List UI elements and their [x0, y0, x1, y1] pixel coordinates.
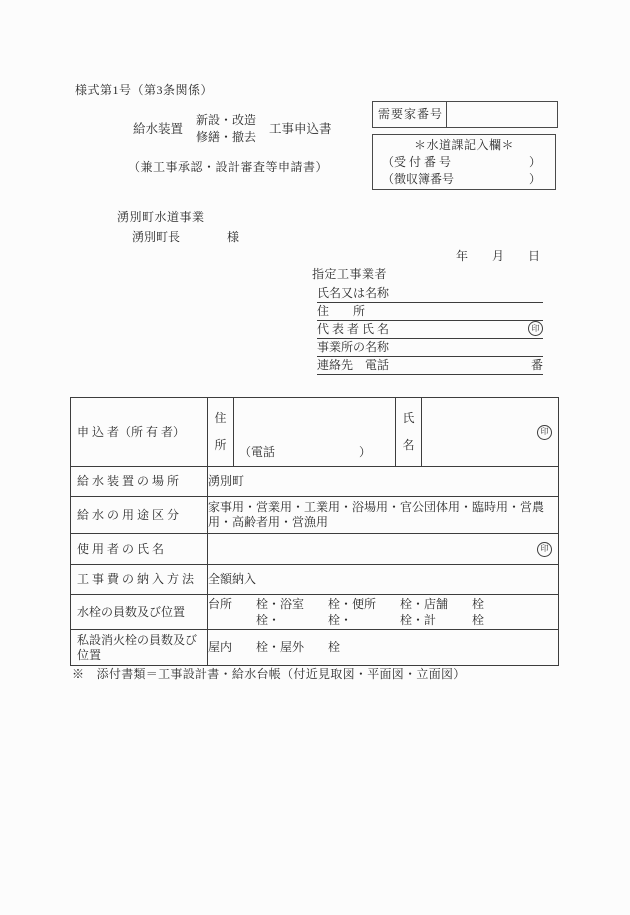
- utility-name: 湧別町水道事業: [117, 210, 205, 224]
- seal-icon: 印: [537, 542, 552, 557]
- customer-number-blank: [447, 102, 557, 127]
- location-label: 給 水 装 置 の 場 所: [71, 467, 208, 497]
- table-row-applicant: [71, 398, 559, 467]
- title-work-options: [196, 112, 256, 146]
- hydrants-value: 屋内 栓・屋外 栓: [208, 630, 559, 666]
- application-table: [70, 397, 559, 666]
- contractor-address-label: 住 所: [317, 304, 366, 318]
- contractor-address-field: [317, 303, 543, 321]
- contractor-representative-label: 代 表 者 氏 名: [317, 322, 390, 336]
- form-title: [133, 112, 332, 146]
- contractor-name-field: [317, 285, 543, 303]
- applicant-name-blank: [422, 398, 559, 467]
- applicant-label: 申 込 者（所 有 者）: [71, 398, 208, 467]
- usage-value: 家事用・営業用・工業用・浴場用・官公団体用・臨時用・営農用・高齢者用・営漁用: [208, 497, 559, 534]
- table-row-payment: [71, 565, 559, 595]
- ledger-number-label: （徴収簿番号: [382, 172, 455, 186]
- form-subtitle: （兼工事承認・設計審査等申請書）: [128, 160, 329, 174]
- title-suffix: 工事申込書: [269, 121, 332, 136]
- usage-label: 給 水 の 用 途 区 分: [71, 497, 208, 534]
- title-prefix: 給水装置: [133, 121, 184, 136]
- receipt-number-label: （受 付 番 号: [382, 155, 452, 169]
- mayor-name: 湧別町長: [132, 230, 181, 244]
- seal-icon: 印: [537, 425, 552, 440]
- table-row-location: [71, 467, 559, 497]
- table-row-user-name: [71, 534, 559, 565]
- date-line: 年 月 日: [456, 249, 541, 263]
- payment-label: 工 事 費 の 納 入 方 法: [71, 565, 208, 595]
- user-name-label: 使 用 者 の 氏 名: [71, 534, 208, 565]
- customer-number-box: [372, 101, 558, 128]
- ledger-number-line: [373, 172, 555, 189]
- contractor-phone-field: [317, 357, 543, 375]
- location-value: 湧別町: [208, 467, 559, 497]
- contractor-phone-label: 連絡先 電話: [317, 358, 390, 372]
- form-number: 様式第1号（第3条関係）: [75, 83, 214, 97]
- hydrants-label: 私設消火栓の員数及び位置: [71, 630, 208, 666]
- applicant-phone-label: （電話 ）: [239, 445, 372, 459]
- receipt-number-close: ）: [528, 155, 541, 169]
- contractor-office-name-label: 事業所の名称: [317, 340, 390, 354]
- customer-number-label: 需要家番号: [373, 102, 447, 127]
- office-use-title: ＊水道課記入欄＊: [413, 138, 514, 152]
- attachments-note: ※ 添付書類＝工事設計書・給水台帳（付近見取図・平面図・立面図）: [72, 667, 466, 681]
- ledger-number-close: ）: [528, 172, 541, 186]
- contractor-name-label: 氏名又は名称: [317, 286, 390, 300]
- table-row-hydrants: [71, 630, 559, 666]
- contractor-office-name-field: [317, 339, 543, 357]
- table-row-usage: [71, 497, 559, 534]
- applicant-name-sublabel: 氏 名: [396, 398, 422, 467]
- seal-icon: 印: [528, 321, 543, 336]
- faucets-value: 台所 栓・浴室 栓・便所 栓・店舗 栓 栓・ 栓・ 栓・計 栓: [208, 595, 559, 630]
- user-name-blank: [208, 534, 559, 565]
- honorific: 様: [227, 230, 240, 244]
- contractor-representative-field: [317, 321, 543, 339]
- applicant-address-sublabel: 住 所: [208, 398, 234, 467]
- title-option-repair-remove: 修繕・撤去: [196, 130, 257, 144]
- title-option-new-remodel: 新設・改造: [196, 113, 257, 127]
- contractor-heading: 指定工事業者: [312, 267, 388, 281]
- faucets-label: 水栓の員数及び位置: [71, 595, 208, 630]
- office-use-box: [372, 134, 556, 190]
- contractor-phone-suffix: 番: [530, 358, 543, 372]
- payment-value: 全額納入: [208, 565, 559, 595]
- table-row-faucets: [71, 595, 559, 630]
- applicant-address-blank: [234, 398, 396, 467]
- receipt-number-line: [373, 155, 555, 172]
